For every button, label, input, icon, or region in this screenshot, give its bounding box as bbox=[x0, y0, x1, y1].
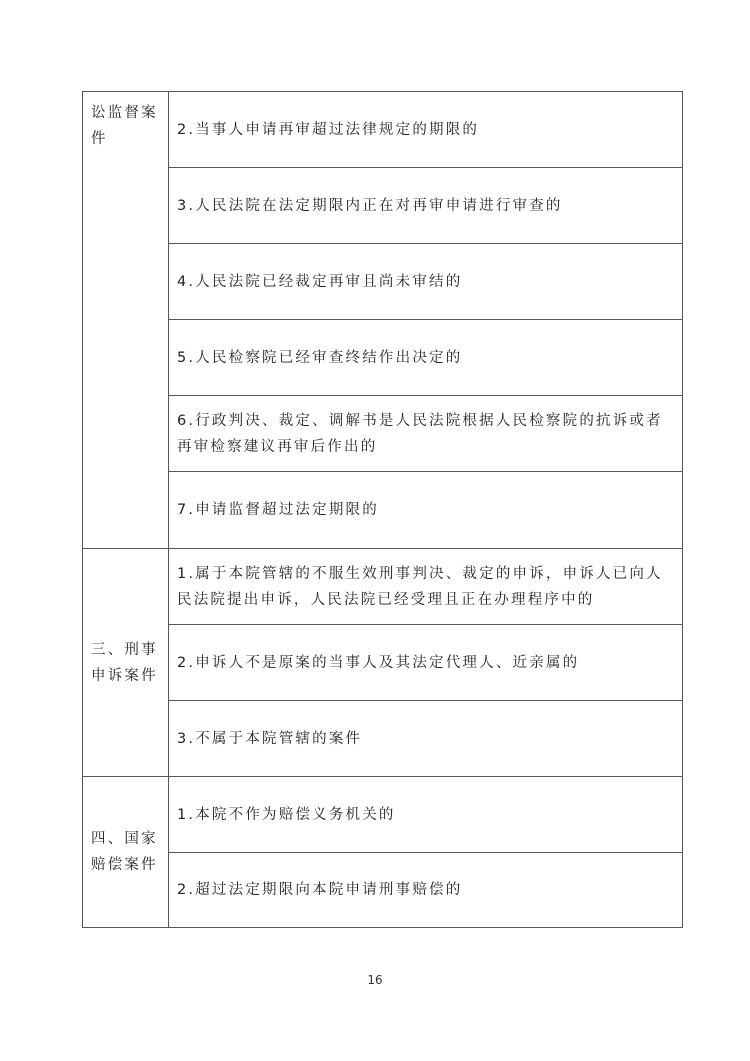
item-cell: 1.本院不作为赔偿义务机关的 bbox=[169, 777, 683, 853]
item-cell: 7.申请监督超过法定期限的 bbox=[169, 472, 683, 549]
table-row bbox=[83, 396, 683, 472]
item-cell: 2.申诉人不是原案的当事人及其法定代理人、近亲属的 bbox=[169, 625, 683, 701]
item-cell: 6.行政判决、裁定、调解书是人民法院根据人民检察院的抗诉或者再审检察建议再审后作出的 bbox=[169, 396, 683, 472]
page-number: 16 bbox=[367, 973, 383, 987]
item-cell: 4.人民法院已经裁定再审且尚未审结的 bbox=[169, 244, 683, 320]
item-cell: 5.人民检察院已经审查终结作出决定的 bbox=[169, 320, 683, 396]
item-cell: 3.人民法院在法定期限内正在对再审申请进行审查的 bbox=[169, 168, 683, 244]
table-row bbox=[83, 168, 683, 244]
table-row bbox=[83, 320, 683, 396]
category-cell: 讼监督案件 bbox=[83, 92, 169, 549]
table-row bbox=[83, 701, 683, 777]
item-cell: 1.属于本院管辖的不服生效刑事判决、裁定的申诉，申诉人已向人民法院提出申诉，人民法院已经受理且正在办理程序中的 bbox=[169, 549, 683, 625]
item-cell: 3.不属于本院管辖的案件 bbox=[169, 701, 683, 777]
table-row bbox=[83, 777, 683, 853]
item-cell: 2.当事人申请再审超过法律规定的期限的 bbox=[169, 92, 683, 168]
table-row bbox=[83, 472, 683, 549]
table-row bbox=[83, 625, 683, 701]
table-row bbox=[83, 549, 683, 625]
item-cell: 2.超过法定期限向本院申请刑事赔偿的 bbox=[169, 853, 683, 928]
table-row bbox=[83, 244, 683, 320]
category-cell: 三、刑事申诉案件 bbox=[83, 549, 169, 777]
table-row bbox=[83, 853, 683, 928]
category-cell: 四、国家赔偿案件 bbox=[83, 777, 169, 928]
table-row bbox=[83, 92, 683, 168]
rules-table bbox=[82, 91, 683, 928]
